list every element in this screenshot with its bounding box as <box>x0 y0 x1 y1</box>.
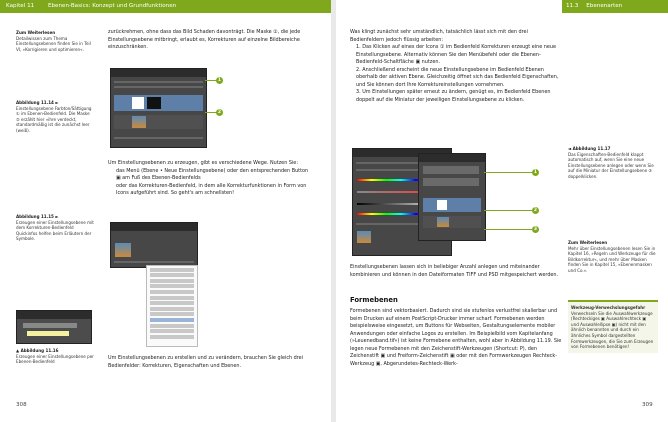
marker-3: 3 <box>533 227 538 232</box>
caption-11-17 <box>568 146 658 180</box>
icon-row <box>23 323 77 328</box>
body-para-2: Um Einstellungsebenen zu erzeugen, gibt es verschiedene Wege. Nutzen Sie: das Menü (Ebene • Neue Einstellungsebene) oder den entsprechenden Button ▣ am Fuß des Ebenen-Bedienfelds oder das Korrekturen-Bedienfeld, in dem alle Korrekturfunktionen in Form von Icons aufgeführt sind. So geht's am schnellsten! <box>108 160 313 198</box>
caption-text: Erzeugen einer Einstellungsebene per Ebenen-Bedienfeld <box>16 353 94 365</box>
page-number: 309 <box>642 402 653 408</box>
caption-title: Abbildung 11.14 ► <box>16 100 59 105</box>
caption-11-14 <box>16 100 94 134</box>
page-number: 308 <box>16 402 27 408</box>
right-page <box>336 0 668 422</box>
caption-11-15 <box>16 214 94 242</box>
figure-11-15-panel <box>110 222 198 268</box>
body-para-1: zurückrehmen, ohne dass das Bild Schaden davonträgt. Die Maske ②, die jede Einstellungsebene mitbringt, erlaubt es, Korrekturen auf einzelne Bildbereiche einzuschränken. <box>108 29 301 50</box>
body-intro: Was klingt zunächst sehr umständlich, tatsächlich lässt sich mit den drei Bedienfeldern jedoch flüssig arbeiten: 1. Das Klicken auf eines der Icons ① im Bedienfeld Korrekturen erzeugt eine neue Einstellungsebene. Alternativ können Sie den Menübefehl oder die Ebenen-Bedienfeld-Schaltfläche ▣ nutzen. 2. Anschließend erscheint die neue Einstellungsebene im Bedienfeld Ebenen oberhalb der aktiven Ebene. Gleichzeitig öffnet sich das Bedienfeld Eigenschaften, und Sie können dort Ihre Korrektureinstellungen vornehmen. 3. Um Einstellungen später erneut zu ändern, genügt es, im Bedienfeld Ebenen doppelt auf die Miniatur der jeweiligen Einstellungsebene zu klicken. <box>350 29 562 104</box>
adjustment-thumb <box>132 97 144 109</box>
body-formebenen: Formebenen sind vektorbasiert. Dadurch sind sie stufenlos verlustfrei skalierbar und beim Drucken auf einem PostScript-Drucker immer scharf. Formebenen werden beispielsweise eingesetzt, um Buttons für Webseiten, Gestaltungselemente mobiler Anwendungen oder einfache Logos zu erstellen. Im Beispielbild vom Kapitelanfang (»Leuenedband.tif«) ist keine Formebene enthalten, wohl aber in Abbildung 11.19. Sie legen neue Formebenen mit den Zeichenstift-Werkzeugen (Shortcut: P), den Zeichenstift ▣ und Freiform-Zeichenstift ▣ oder mit den Formwerkzeugen Rechteck-Werkzeug ▣, Abgerundetes-Rechteck-Werk- <box>350 308 562 367</box>
caption-title: Abbildung 11.15 ► <box>16 214 59 219</box>
adjustment-layer-row <box>423 198 481 212</box>
body-para-after: Einstellungsebenen lassen sich in beliebiger Anzahl anlegen und miteinander kombinieren und können in den Dateiformaten TIFF und PSD mitgespeichert werden. <box>350 264 559 278</box>
caption-text: Das Eigenschaften-Bedienfeld klappt automatisch auf, wenn Sie eine neue Einstellungsebene anlegen oder wenn Sie auf die Miniatur der Einstellungsebene ③ doppelklicken. <box>568 151 654 179</box>
caption-text: Erzeugen einer Einstellungsebene mit dem Korrekturen-Bedienfeld Quickinfos helfen beim Erläutern der Symbole. <box>16 219 94 242</box>
sidebar-zum-weiterlesen <box>16 30 94 52</box>
marker-2: 2 <box>533 208 538 213</box>
tip-text: Verwechseln Sie die Auswahlwerkzeuge (Rechteckiges ▣ Auswahlrechteck ▣ und Auswahlellipse ▣) nicht mit den ähnlich benannten und durch ein ähnliches Symbol dargestellten Formwerkzeugen, die Sie zum Erzeugen von Formebenen benötigen! <box>571 310 654 350</box>
section-number: 11.3 <box>566 3 579 9</box>
chapter-label: Kapitel 11 <box>6 3 35 9</box>
left-running-header <box>0 0 331 13</box>
chapter-title: Ebenen-Basics: Konzept und Grundfunktionen <box>47 3 177 9</box>
step-2: 2. Anschließend erscheint die neue Einstellungsebene im Bedienfeld Ebenen oberhalb der aktiven Ebene. Gleichzeitig öffnet sich das Bedienfeld Eigenschaften, und Sie können dort Ihre Korrektureinstellungen vornehmen. <box>356 66 559 88</box>
figure-11-17-adjustments-panel <box>418 153 486 241</box>
sidebar-title: Zum Weiterlesen <box>568 240 608 245</box>
photo-thumb <box>132 116 146 128</box>
figure-11-14-layers-panel <box>110 68 207 148</box>
sidebar-text: Mehr über Einstellungsebenen lesen Sie in Kapitel 16, »Regeln und Werkzeuge für die Bildkorrektur«, und mehr über Masken finden Sie in Kapitel 15, »Ebenenmasken und Co.«. <box>568 245 656 273</box>
left-page <box>0 0 331 422</box>
panel-titlebar <box>111 69 206 77</box>
tip-title: Werkzeug-Verwechslungsgefahr <box>571 305 646 310</box>
selected-layer-row <box>114 95 203 111</box>
caption-11-16 <box>16 348 94 365</box>
figure-11-16-panel <box>16 310 92 344</box>
background-layer-row <box>114 115 203 129</box>
adjustment-icons <box>423 166 479 174</box>
tooltip <box>27 331 69 336</box>
tip-box <box>568 300 658 353</box>
figure-11-16-context-menu <box>146 265 198 347</box>
caption-title: ◄ Abbildung 11.17 <box>568 146 611 151</box>
body-para-3: Um Einstellungsebenen zu erstellen und zu verändern, brauchen Sie gleich drei Bedienfelder: Korrekturen, Eigenschaften und Ebenen. <box>108 355 304 369</box>
sidebar-text: Detailwissen zum Thema Einstellungsebenen finden Sie in Teil VI, »Korrigieren und optimieren«. <box>16 35 91 52</box>
sidebar-title: Zum Weiterlesen <box>16 30 56 35</box>
panel-titlebar <box>419 154 485 162</box>
step-3: 3. Um Einstellungen später erneut zu ändern, genügt es, im Bedienfeld Ebenen doppelt auf die Miniatur der jeweiligen Einstellungsebene zu klicken. <box>356 89 551 103</box>
bullet-2: oder das Korrekturen-Bedienfeld, in dem alle Korrekturfunktionen in Form von Icons aufgeführt sind. So geht's am schnellsten! <box>116 182 307 196</box>
marker-1: 1 <box>217 78 222 83</box>
marker-2: 2 <box>217 110 222 115</box>
caption-title: ▲ Abbildung 11.16 <box>16 348 59 353</box>
section-heading: Formebenen <box>350 296 398 304</box>
caption-text: Einstellungsebene Farbton/Sättigung ① im Ebenen-Bedienfeld. Die Maske ② erzählt hier »ihre verdeckt, standardmäßig ist die zunächst leer (weiß). <box>16 105 92 133</box>
sidebar-zum-weiterlesen <box>568 240 658 274</box>
section-title: Ebenenarten <box>586 3 623 9</box>
marker-1: 1 <box>533 170 538 175</box>
bullet-1: das Menü (Ebene • Neue Einstellungsebene) oder den entsprechenden Button ▣ am Fuß des Ebenen-Bedienfelds <box>116 167 309 181</box>
photo-thumb <box>357 231 371 243</box>
right-running-header <box>562 0 668 13</box>
panel-titlebar <box>17 311 91 319</box>
photo-thumb <box>115 243 131 257</box>
panel-titlebar <box>111 223 197 231</box>
step-1: 1. Das Klicken auf eines der Icons ① im Bedienfeld Korrekturen erzeugt eine neue Einstellungsebene. Alternativ können Sie den Menübefehl oder die Ebenen-Bedienfeld-Schaltfläche ▣ nutzen. <box>356 44 557 65</box>
mask-thumb <box>147 97 161 109</box>
